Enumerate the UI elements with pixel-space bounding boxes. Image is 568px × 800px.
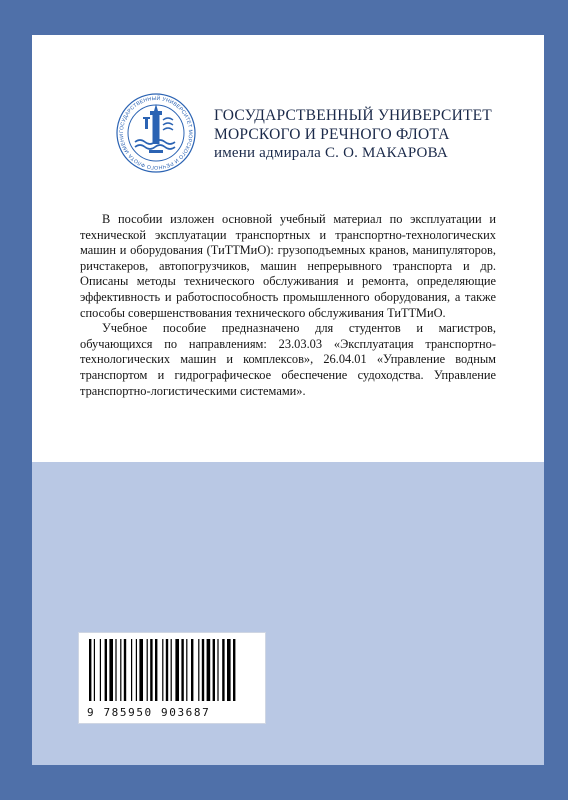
barcode-bar <box>115 639 116 701</box>
book-description <box>80 212 496 399</box>
barcode-bar <box>120 639 121 701</box>
logo-ring-text: ГОСУДАРСТВЕННЫЙ УНИВЕРСИТЕТ МОРСКОГО И РЕЧНОГО ФЛОТА ИМЕНИ <box>118 95 194 171</box>
barcode-bar <box>124 639 126 701</box>
barcode-bar <box>202 639 204 701</box>
barcode-bar <box>217 639 218 701</box>
university-name-line2: МОРСКОГО И РЕЧНОГО ФЛОТА <box>214 126 450 143</box>
barcode-bar <box>233 639 235 701</box>
barcode-bar <box>109 639 113 701</box>
barcode-bar <box>198 639 199 701</box>
university-name-line1: ГОСУДАРСТВЕННЫЙ УНИВЕРСИТЕТ <box>214 107 492 124</box>
barcode-bar <box>105 639 107 701</box>
barcode-bars <box>87 639 257 703</box>
barcode-bar <box>162 639 163 701</box>
barcode-bar <box>181 639 183 701</box>
barcode-bar <box>227 639 231 701</box>
barcode-bar <box>171 639 172 701</box>
barcode-bar <box>100 639 101 701</box>
barcode-bar <box>139 639 143 701</box>
description-paragraph-1: В пособии изложен основной учебный материал по эксплуатации и технической эксплуатации транспортных и транспортно-технологических машин и оборудования (ТиТТМиО): грузоподъемных кранов, манипуляторов, ричстакеров, автопогрузчиков, машин непрерывного транспорта и др. Описаны методы технического обслуживания и ремонта, определяющие эффективность и работоспособность промышленного оборудования, а также способы совершенствования технического обслуживания ТиТТМиО. <box>80 212 496 320</box>
barcode-bar <box>213 639 215 701</box>
barcode-bar <box>166 639 168 701</box>
barcode-bar <box>175 639 179 701</box>
university-name-line3: имени адмирала С. О. МАКАРОВА <box>214 145 448 161</box>
barcode-bar <box>94 639 95 701</box>
barcode-bar <box>186 639 187 701</box>
barcode-bar <box>155 639 157 701</box>
barcode-bar <box>150 639 152 701</box>
barcode-bar <box>89 639 91 701</box>
description-paragraph-2: Учебное пособие предназначено для студентов и магистров, обучающихся по направлениям: 23.03.03 «Эксплуатация транспортно-технологических машин и комплексов», 26.04.01 «Управление водным транспортом и гидрографическое обеспечение судоходства. Управление транспортно-логистическими системами». <box>80 321 496 398</box>
university-logo <box>115 92 197 174</box>
barcode-digits: 9 785950 903687 <box>87 706 211 719</box>
barcode-bar <box>147 639 148 701</box>
isbn-barcode <box>78 632 266 724</box>
barcode-bar <box>222 639 224 701</box>
barcode-bar <box>131 639 132 701</box>
barcode-bar <box>191 639 193 701</box>
university-name <box>214 106 514 163</box>
barcode-bar <box>136 639 137 701</box>
barcode-bar <box>207 639 211 701</box>
